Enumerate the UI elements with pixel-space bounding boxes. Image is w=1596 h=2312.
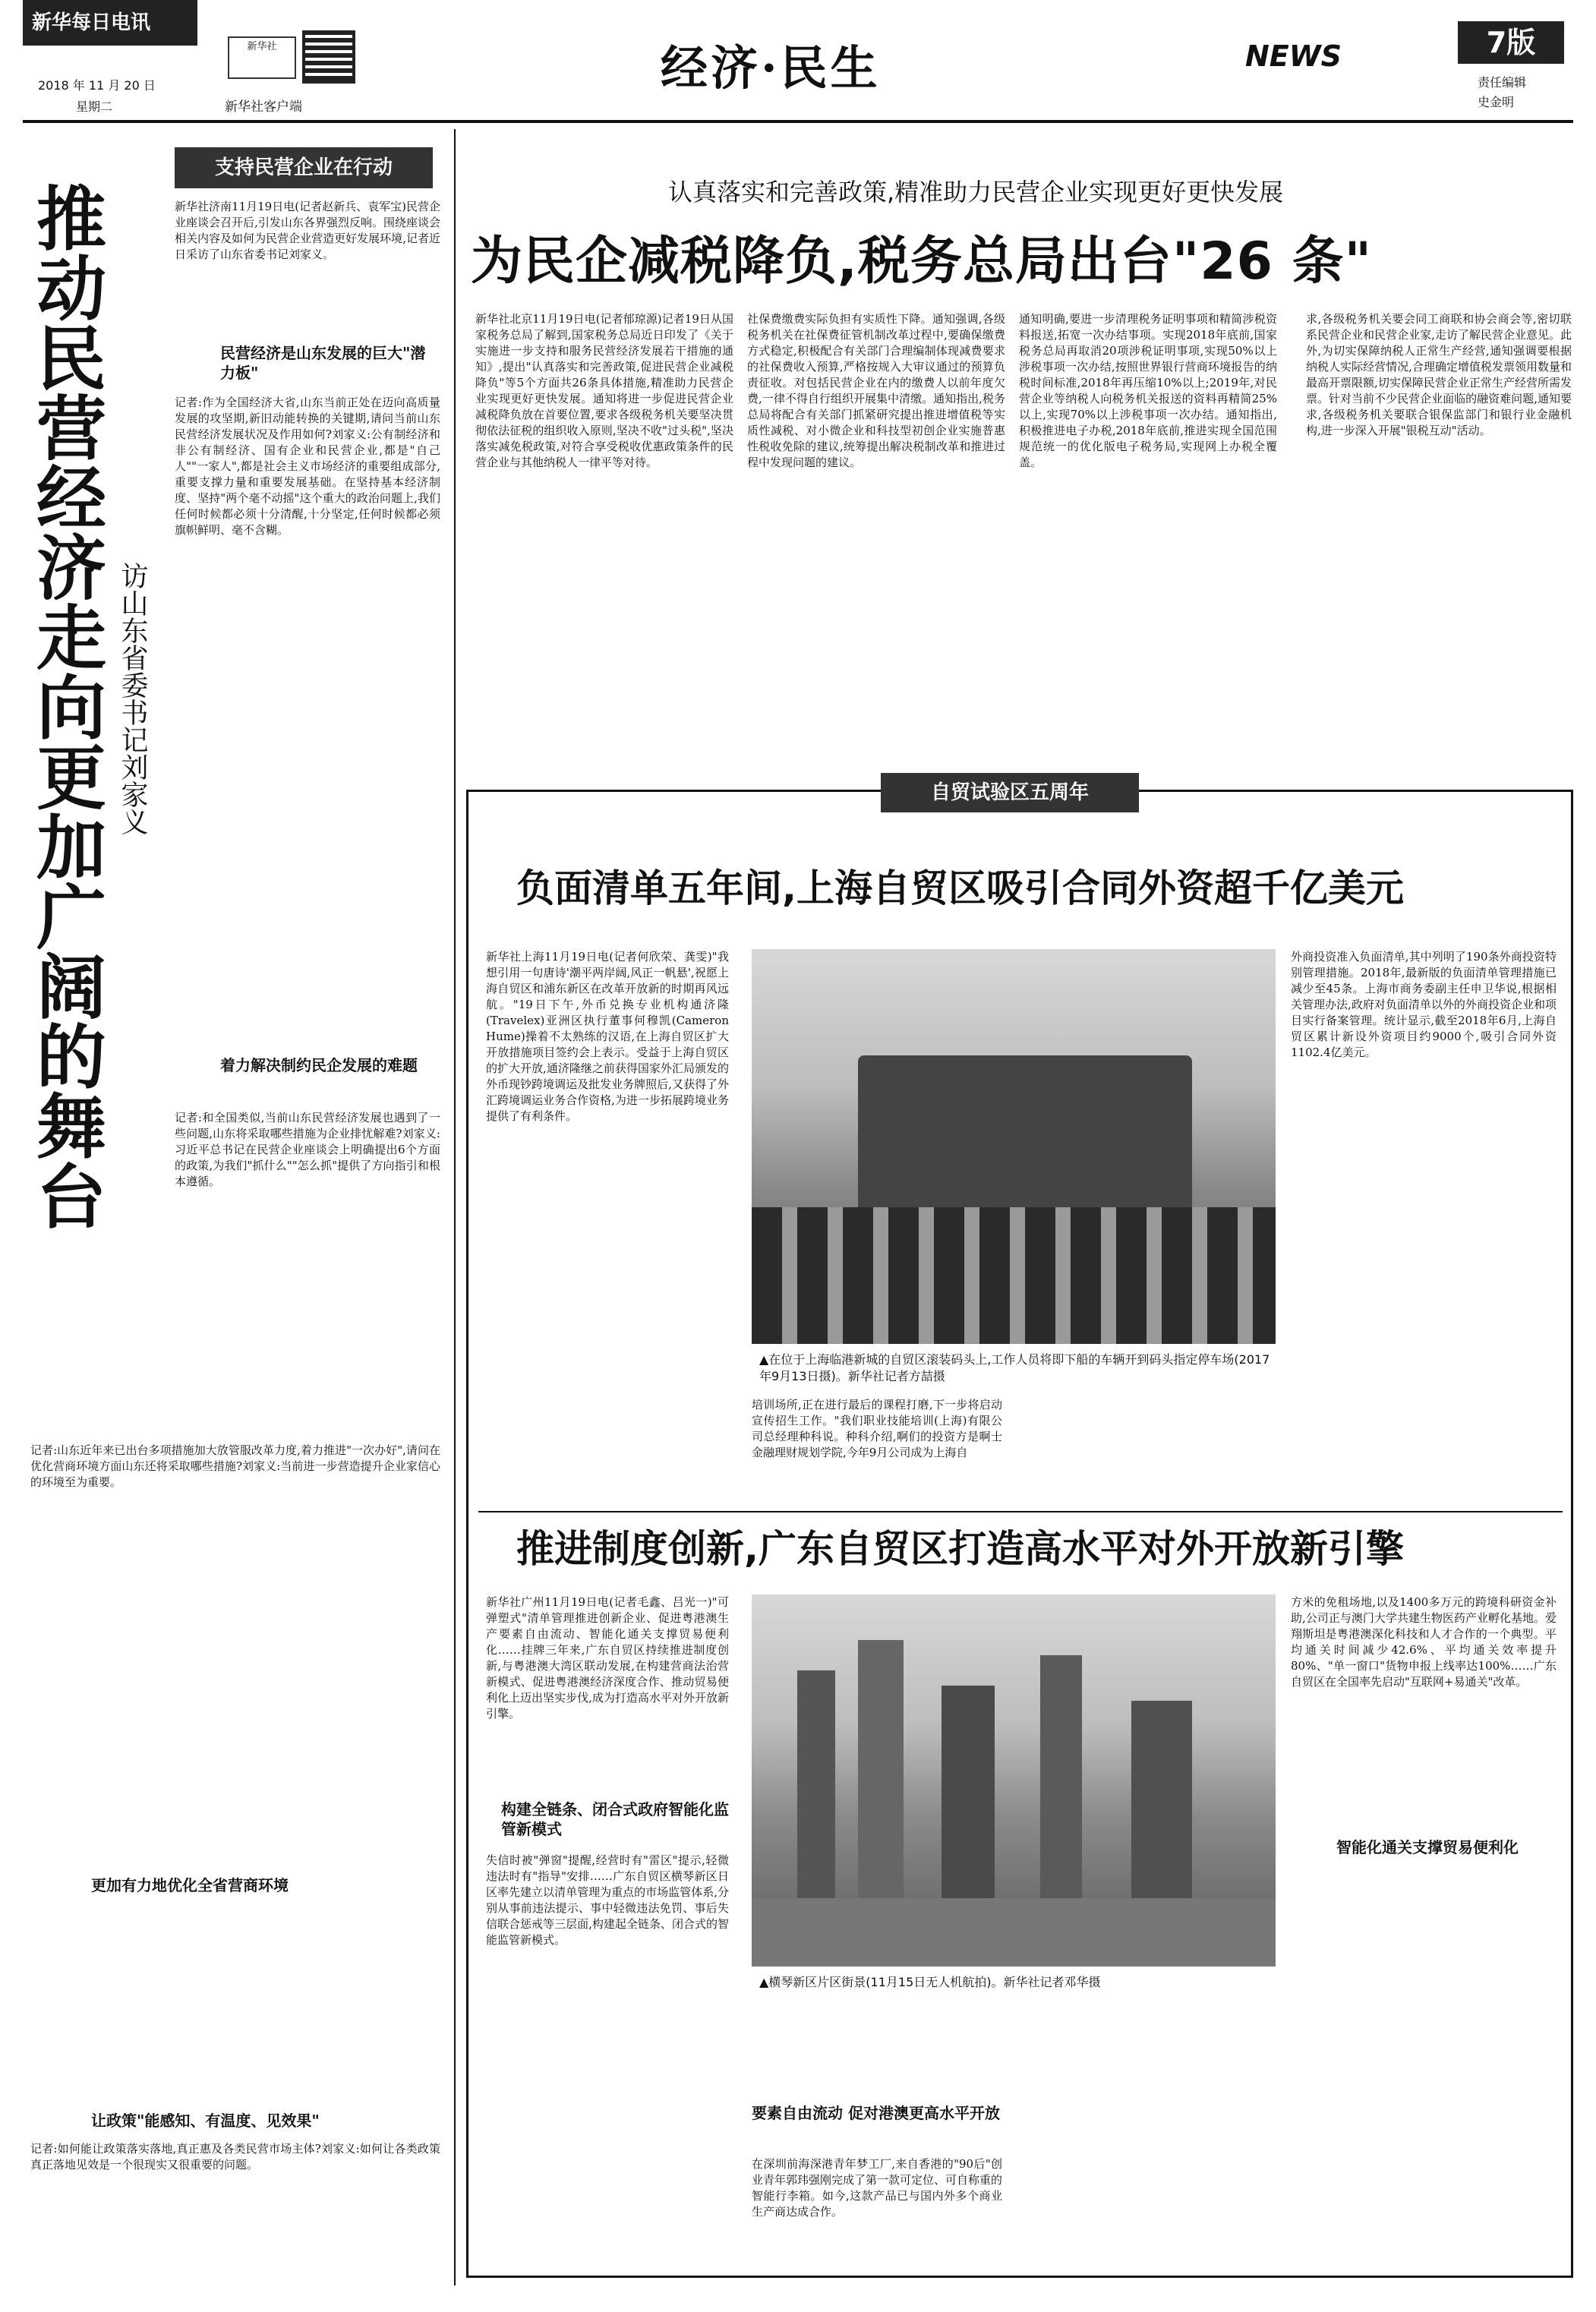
main-story-column-3: 通知明确,要进一步清理税务证明事项和精简涉税资料报送,拓宽一次办结事项。实现2018年底前,国家税务总局再取消20项涉税证明事项,实现50%以上涉税事项一次办结,按照世界银行营商环境报告的纳税时间标准,2018年再压缩10%以上;2019年,对民营企业等纳税人向税务机关报送的资料再精简25%以上,实现70%以上涉税事项一次办结。通知指出,积极推进电子办税,2018年底前,推进实现全国范围规范统一的优化版电子税务局,实现网上办税全覆盖。 — [1019, 312, 1277, 469]
client-logo: 新华社 — [228, 36, 296, 79]
shanghai-text-left: 新华社上海11月19日电(记者何欣荣、龚雯)"我想引用一句唐诗'潮平两岸阔,风正一帆悬',祝愿上海自贸区和浦东新区在改革开放新的时期再风远航。"19日下午,外币兑换专业机构通济隆(Travelex)亚洲区执行董事何穆凯(Cameron Hume)操着不太熟练的汉语,在上海自贸区扩大开放措施项目签约会上表示。受益于上海自贸区的扩大开放,通济隆继之前获得国家外汇局颁发的外币现钞跨境调运及批发业务牌照后,又获得了外汇跨境调运业务合作资格,为进一步拓展跨境业务提供了有利条件。 — [486, 950, 729, 1123]
left-section-text-1: 记者:作为全国经济大省,山东当前正处在迈向高质量发展的攻坚期,新旧动能转换的关键期,请问当前山东民营经济发展状况及作用如何?刘家义:公有制经济和非公有制经济、国有企业和民营企业,都是"自己人""一家人",都是社会主义市场经济的重要组成部分,重要支撑力量和重要发展基础。在坚持基本经济制度、坚持"两个毫不动摇"这个重大的政治问题上,我们任何时候都必须十分清醒,十分坚定,任何时候都必须旗帜鲜明、毫不含糊。 — [175, 396, 440, 537]
shanghai-photo-caption: ▲在位于上海临港新城的自贸区滚装码头上,工作人员将即下船的车辆开到码头指定停车场(2017年9月13日摄)。新华社记者方喆摄 — [759, 1352, 1270, 1383]
shanghai-text-right: 外商投资准入负面清单,其中列明了190条外商投资特别管理措施。2018年,最新版的负面清单管理措施已减少至45条。上海市商务委副主任申卫华说,根据相关管理办法,政府对负面清单以外的外商投资企业和项目实行备案管理。统计显示,截至2018年6月,上海自贸区累计新设外资项目约9000个,吸引合同外资1102.4亿美元。 — [1291, 950, 1557, 1059]
left-story-lede: 新华社济南11月19日电(记者赵新兵、袁军宝)民营企业座谈会召开后,引发山东各界强烈反响。围绕座谈会相关内容及如何为民营企业营造更好发展环境,记者近日采访了山东省委书记刘家义。 — [175, 200, 440, 261]
left-section-continued: 记者:山东近年来已出台多项措施加大放管服改革力度,着力推进"一次办好",请问在优化营商环境方面山东还将采取哪些措施?刘家义:当前进一步营造提升企业家信心的环境至为重要。 — [30, 1443, 440, 1489]
column-divider — [454, 129, 456, 2285]
shanghai-text-bottom: 培训场所,正在进行最后的课程打磨,下一步将启动宣传招生工作。"我们职业技能培训(上海)有限公司总经理种科说。种科介绍,啊们的投资方是啊士金融理财规划学院,今年9月公司成为上海自 — [752, 1398, 1002, 1459]
left-section-heading-2: 着力解决制约民企发展的难题 — [220, 1056, 418, 1074]
left-story-kicker: 支持民营企业在行动 — [175, 147, 433, 188]
main-story-column-4: 求,各级税务机关要会同工商联和协会商会等,密切联系民营企业和民营企业家,走访了解民营企业意见。此外,为切实保障纳税人正常生产经营,通知强调要根据纳税人实际经营情况,合理确定增值税发票领用数量和最高开票限额,切实保障民营企业正常生产经营所需发票。针对当前不少民营企业面临的融资难问题,通知要求,各级税务机关要联合银保监部门和银行业金融机构,进一步深入开展"银税互动"活动。 — [1306, 312, 1572, 437]
left-section-heading-3: 更加有力地优化全省营商环境 — [91, 1876, 289, 1894]
shanghai-port-photo — [752, 949, 1276, 1344]
main-story-column-1: 新华社北京11月19日电(记者郁琼源)记者19日从国家税务总局了解到,国家税务总局近日印发了《关于实施进一步支持和服务民营经济发展若干措施的通知》,提出"认真落实和完善政策,促进民营企业减税降负"等5个方面共26条具体措施,精准助力民营企业实现更好更快发展。通知将进一步促进民营企业减税降负放在首要位置,要求各级税务机关要坚决贯彻依法征税的组织收入原则,坚决不收"过头税",坚决落实减免税政策,对符合享受税收优惠政策条件的民营企业与其他纳税人一律平等对待。 — [475, 312, 733, 469]
guangdong-text-left: 新华社广州11月19日电(记者毛鑫、吕光一)"可弹塑式"清单管理推进创新企业、促进粤港澳生产要素自由流动、智能化通关支撑贸易便利化……挂牌三年来,广东自贸区持续推进制度创新,与粤港澳大湾区联动发展,在构建营商法治营新模式、促进粤港澳经济深度合作、推动贸易便利化上迈出坚实步伐,成为打造高水平对外开放新引擎。 — [486, 1595, 729, 1721]
main-story-deck: 认真落实和完善政策,精准助力民营企业实现更好更快发展 — [668, 178, 1284, 207]
news-logo: NEWS — [1245, 39, 1342, 73]
hengqin-aerial-photo — [752, 1594, 1276, 1967]
page-number: 7版 — [1458, 21, 1564, 64]
ftz-kicker: 自贸试验区五周年 — [881, 773, 1139, 812]
guangdong-subheading-1: 构建全链条、闭合式政府智能化监管新模式 — [501, 1800, 729, 1838]
qr-code-icon — [302, 30, 355, 84]
shanghai-headline: 负面清单五年间,上海自贸区吸引合同外资超千亿美元 — [516, 866, 1404, 910]
issue-weekday: 星期二 — [76, 99, 113, 114]
section-title: 经济·民生 — [661, 40, 881, 96]
guangdong-subheading-2: 要素自由流动 促对港澳更高水平开放 — [752, 2104, 1000, 2122]
hengqin-photo-caption: ▲横琴新区片区街景(11月15日无人机航拍)。新华社记者邓华摄 — [759, 1975, 1101, 1989]
guangdong-text-right: 方米的免租场地,以及1400多万元的跨境科研资金补助,公司正与澳门大学共建生物医药产业孵化基地。爱翔斯坦是粤港澳深化科技和人才合作的一个典型。平均通关时间减少42.6%、平均通关效率提升80%、"单一窗口"货物申报上线率达100%……广东自贸区在全国率先启动"互联网+易通关"改革。 — [1291, 1595, 1557, 1689]
issue-date: 2018 年 11 月 20 日 — [38, 78, 156, 93]
main-story-headline: 为民企减税降负,税务总局出台"26 条" — [471, 232, 1372, 292]
masthead-divider — [23, 120, 1573, 123]
client-label: 新华社客户端 — [225, 99, 302, 115]
left-section-heading-4: 让政策"能感知、有温度、见效果" — [91, 2112, 320, 2130]
editor-name: 史金明 — [1478, 95, 1515, 109]
guangdong-text-sub1: 失信时被"弹窗"提醒,经营时有"雷区"提示,轻微违法时有"指导"安排……广东自贸区横琴新区日区率先建立以清单管理为重点的市场监管体系,分别从事前违法提示、事中轻微违法免罚、事后失信联合惩戒等三层面,构建起全链条、闭合式的智能监管新模式。 — [486, 1853, 729, 1947]
editor-label: 责任编辑 — [1478, 75, 1527, 90]
left-section-heading-1: 民营经济是山东发展的巨大"潜力板" — [220, 344, 426, 382]
left-section-text-2: 记者:和全国类似,当前山东民营经济发展也遇到了一些问题,山东将采取哪些措施为企业排忧解难?刘家义:习近平总书记在民营企业座谈会上明确提出6个方面的政策,为我们"抓什么""怎么抓"提供了方向指引和根本遵循。 — [175, 1111, 440, 1188]
left-story-headline: 推动民营经济走向更加广阔的舞台 — [25, 182, 106, 1230]
left-section-text-4: 记者:如何能让政策落实落地,真正惠及各类民营市场主体?刘家义:如何让各类政策真正落地见效是一个很现实又很重要的问题。 — [30, 2142, 440, 2172]
guangdong-headline: 推进制度创新,广东自贸区打造高水平对外开放新引擎 — [516, 1527, 1404, 1571]
main-story-column-2: 社保费缴费实际负担有实质性下降。通知强调,各级税务机关在社保费征管机制改革过程中,要确保缴费方式稳定,积极配合有关部门合理编制体现减费要求的社保费收入预算,严格按规入大审议通过的预算负责征收。对包括民营企业在内的缴费人以前年度欠费,一律不得自行组织开展集中清缴。通知指出,税务总局将配合有关部门抓紧研究提出推进增值税等实质性减税、对小微企业和科技型初创企业实施普惠性税收免除的建议,统筹提出解决税制改革和推进过程中发现问题的建议。 — [747, 312, 1005, 469]
newspaper-name: 新华每日电讯 — [23, 0, 197, 46]
guangdong-text-sub2: 在深圳前海深港青年梦工厂,来自香港的"90后"创业青年郭玮强刚完成了第一款可定位、可自称重的智能行李箱。如今,这款产品已与国内外多个商业生产商达成合作。 — [752, 2157, 1002, 2219]
ftz-divider — [478, 1511, 1563, 1512]
guangdong-subheading-3: 智能化通关支撑贸易便利化 — [1336, 1838, 1519, 1856]
left-story-subtitle: 访山东省委书记刘家义 — [117, 562, 148, 835]
